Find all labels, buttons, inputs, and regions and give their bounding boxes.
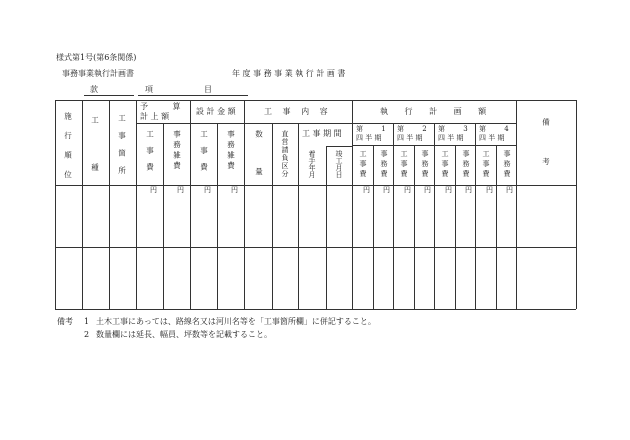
header-q1-admin: 事務費 [380, 150, 388, 180]
header-design-admin: 事務雑費 [226, 130, 236, 172]
header-quarter-2-bottom: 四 半 期 [397, 134, 423, 142]
col-line [455, 145, 456, 309]
col-line [373, 145, 374, 309]
header-work: 工 事 内 容 [264, 107, 328, 116]
form-title: 年 度 事 務 事 業 執 行 計 画 書 [232, 69, 346, 78]
unit-budget-construction: 円 [150, 186, 157, 194]
header-q3-admin: 事務費 [462, 150, 470, 180]
col-line [496, 145, 497, 309]
header-execution: 執 行 計 画 額 [380, 107, 487, 116]
note-2-number: 2 [84, 330, 90, 339]
header-budget-bottom: 計 上 額 [140, 112, 170, 121]
header-bottom-line [55, 185, 576, 186]
header-work-end: 竣工月日 [335, 150, 343, 178]
unit-q2-admin: 円 [424, 186, 431, 194]
header-design: 設 計 金 額 [196, 107, 236, 116]
col-line [516, 100, 517, 309]
table-border-top [55, 100, 576, 101]
header-quarter-1-bottom: 四 半 期 [356, 134, 382, 142]
unit-budget-admin: 円 [177, 186, 184, 194]
header-work-period: 工 事 期 間 [302, 129, 342, 138]
table-border-bottom [55, 309, 576, 310]
moku-label: 目 [204, 85, 212, 94]
col-line [244, 100, 245, 309]
moku-underline [198, 95, 248, 96]
form-style-number: 様式第1号(第6条関係) [56, 53, 137, 62]
kan-label: 款 [90, 85, 98, 94]
col-line [414, 145, 415, 309]
header-q2-admin: 事務費 [421, 150, 429, 180]
col-line [352, 100, 353, 309]
header-quarter-4-top: 第 4 [479, 125, 509, 133]
header-quarter-2-top: 第 2 [397, 125, 427, 133]
header-budget-top: 予 算 [140, 102, 181, 111]
table-border-right [576, 100, 577, 309]
header-seq: 施行順位 [63, 112, 73, 190]
col-line [163, 123, 164, 309]
header-q3-construction: 工事費 [441, 150, 449, 180]
table-border-left [55, 100, 56, 309]
header-sub-line [326, 146, 352, 147]
header-q4-construction: 工事費 [482, 150, 490, 180]
unit-q1-admin: 円 [383, 186, 390, 194]
col-line [217, 123, 218, 309]
col-line [190, 100, 191, 309]
unit-q1-construction: 円 [363, 186, 370, 194]
unit-q2-construction: 円 [404, 186, 411, 194]
header-sub-line [136, 123, 516, 124]
header-q2-construction: 工事費 [400, 150, 408, 180]
row-separator [55, 247, 576, 248]
header-q4-admin: 事務費 [503, 150, 511, 180]
unit-q4-admin: 円 [506, 186, 513, 194]
unit-q4-construction: 円 [486, 186, 493, 194]
col-line [109, 100, 110, 309]
col-line [475, 123, 476, 309]
notes-label: 備考 [57, 317, 73, 326]
kan-underline [84, 95, 134, 96]
header-location: 工事箇所 [117, 114, 127, 184]
unit-design-admin: 円 [231, 186, 238, 194]
header-quarter-1-top: 第 1 [356, 125, 386, 133]
note-1-number: 1 [84, 317, 90, 326]
header-q1-construction: 工事費 [359, 150, 367, 180]
unit-design-construction: 円 [204, 186, 211, 194]
header-work-method: 直営請負区分 [281, 130, 289, 178]
col-line [272, 123, 273, 309]
header-quarter-3-top: 第 3 [438, 125, 468, 133]
header-work-start: 着手年月 [308, 150, 316, 178]
col-line [82, 100, 83, 309]
header-quarter-4-bottom: 四 半 期 [479, 134, 505, 142]
col-line [434, 123, 435, 309]
col-line [298, 123, 299, 309]
unit-q3-construction: 円 [445, 186, 452, 194]
kou-underline [138, 95, 198, 96]
note-2-text: 数量欄には延長、幅員、坪数等を記載すること。 [96, 330, 272, 339]
note-1-text: 土木工事にあっては、路線名又は河川名等を「工事箇所欄」に併記すること。 [96, 317, 376, 326]
header-budget-admin: 事務雑費 [172, 130, 182, 172]
header-type: 工種 [90, 116, 100, 211]
col-line [136, 100, 137, 309]
header-design-construction: 工事費 [199, 130, 209, 180]
col-line [393, 123, 394, 309]
kou-label: 項 [145, 85, 153, 94]
header-work-quantity: 数量 [254, 130, 264, 205]
unit-q3-admin: 円 [465, 186, 472, 194]
form-subtitle: 事務事業執行計画書 [62, 69, 134, 78]
header-remarks: 備考 [541, 118, 551, 197]
col-line [326, 146, 327, 309]
header-quarter-3-bottom: 四 半 期 [438, 134, 464, 142]
header-budget-construction: 工事費 [145, 130, 155, 180]
